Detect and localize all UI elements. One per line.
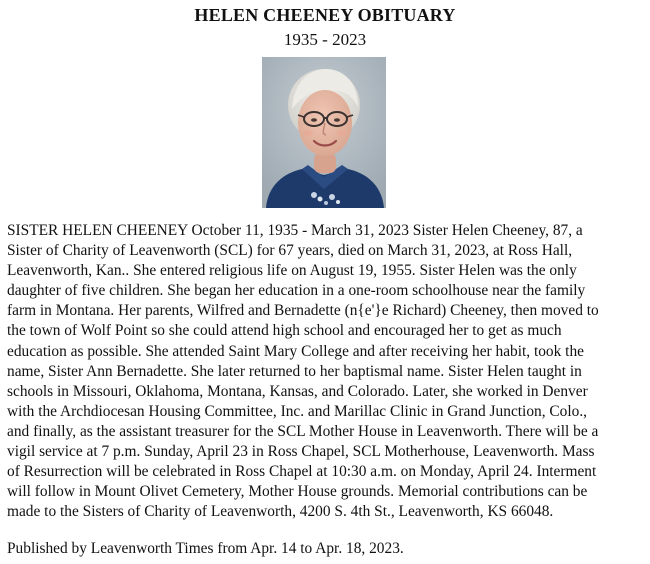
obituary-line: schools in Missouri, Oklahoma, Montana, Kansas, and Colorado. Later, she worked in Denver xyxy=(7,382,588,400)
obituary-line: with the Archdiocesan Housing Committee, Inc. and Marillac Clinic in Grand Junction, Colo., xyxy=(7,402,588,420)
obituary-line: education as possible. She attended Saint Mary College and after receiving her habit, took the xyxy=(7,342,584,360)
portrait-photo-icon xyxy=(262,57,386,208)
obituary-line: name, Sister Ann Bernadette. She later returned to her baptismal name. Sister Helen taught in xyxy=(7,362,582,380)
obituary-line: SISTER HELEN CHEENEY October 11, 1935 - March 31, 2023 Sister Helen Cheeney, 87, a xyxy=(7,222,583,239)
portrait-photo xyxy=(262,57,386,208)
obituary-line: the town of Wolf Point so she could attend high school and encouraged her to get as much xyxy=(7,322,562,340)
obituary-line: will follow in Mount Olivet Cemetery, Mother House grounds. Memorial contributions can be xyxy=(7,483,588,501)
published-note: Published by Leavenworth Times from Apr. 14 to Apr. 18, 2023. xyxy=(7,540,404,557)
obituary-line: made to the Sisters of Charity of Leavenworth, 4200 S. 4th St., Leavenworth, KS 66048. xyxy=(7,503,554,521)
page-title: HELEN CHEENEY OBITUARY xyxy=(194,5,456,25)
obituary-line: vigil service at 7 p.m. Sunday, April 23 in Ross Chapel, SCL Motherhouse, Leavenworth. Mass xyxy=(7,443,595,461)
obituary-line: Sister of Charity of Leavenworth (SCL) for 67 years, died on March 31, 2023, at Ross Hall, xyxy=(7,242,573,260)
obituary-line: Leavenworth, Kan.. She entered religious life on August 19, 1955. Sister Helen was the only xyxy=(7,262,577,280)
obituary-line: of Resurrection will be celebrated in Ross Chapel at 10:30 a.m. on Monday, April 24. Interment xyxy=(7,463,597,481)
obituary-line: daughter of five children. She began her education in a one-room schoolhouse near the family xyxy=(7,282,586,300)
obituary-line: farm in Montana. Her parents, Wilfred and Bernadette (n{e'}e Richard) Cheeney, then moved to xyxy=(7,302,599,320)
life-years: 1935 - 2023 xyxy=(283,30,367,49)
obituary-line: and finally, as the assistant treasurer for the SCL Mother House in Leavenworth. There will be a xyxy=(7,422,599,440)
obituary-text xyxy=(7,221,647,522)
